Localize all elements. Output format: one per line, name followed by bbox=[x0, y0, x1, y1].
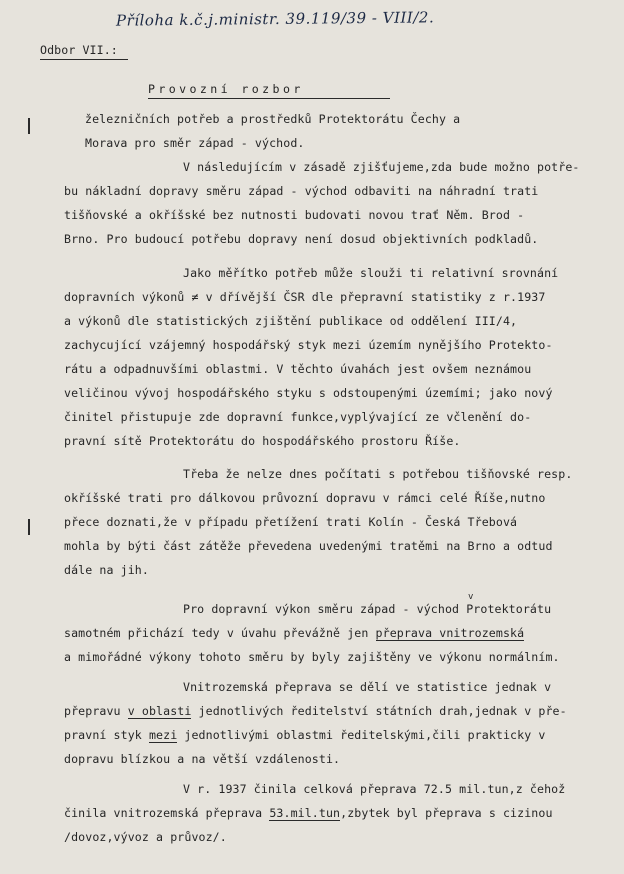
underlined-term: v oblasti bbox=[127, 704, 192, 718]
text-line: V následujícím v zásadě zjišťujeme,zda bude možno potře- bbox=[183, 160, 580, 174]
title-underline bbox=[148, 98, 390, 99]
underlined-term: 53.mil.tun bbox=[269, 806, 341, 820]
text-line: mohla by býti část zátěže převedena uvedenými tratěmi na Brno a odtud bbox=[64, 539, 553, 553]
text-line: přepravu v oblasti jednotlivých ředitelství státních drah,jednak v pře- bbox=[64, 704, 567, 718]
underlined-term: mezi bbox=[148, 728, 178, 742]
text-line: pravní sítě Protektorátu do hospodářského prostoru Říše. bbox=[64, 434, 461, 448]
text-line: dopravních výkonů ≠ v dřívější ČSR dle přepravní statistiky z r.1937 bbox=[64, 290, 546, 304]
document-title: Provozní rozbor bbox=[148, 82, 304, 96]
margin-mark-bottom bbox=[28, 519, 30, 535]
text-line: Morava pro směr západ - východ. bbox=[85, 136, 305, 150]
handwritten-caron-mark: v bbox=[468, 592, 474, 602]
underlined-term: přeprava vnitrozemská bbox=[375, 626, 525, 640]
text-line: železničních potřeb a prostředků Protektorátu Čechy a bbox=[85, 112, 461, 126]
text-line: dopravu blízkou a na větší vzdálenosti. bbox=[64, 752, 341, 766]
department-label: Odbor VII.: bbox=[40, 43, 118, 57]
text-line: rátu a odpadnuvšími oblastmi. V těchto úvahách jest ovšem neznámou bbox=[64, 362, 532, 376]
text-line: bu nákladní dopravy směru západ - východ odbaviti na náhradní trati bbox=[64, 184, 539, 198]
text-line: a mimořádné výkony tohoto směru by byly zajištěny ve výkonu normálním. bbox=[64, 650, 560, 664]
text-line: zachycující vzájemný hospodářský styk mezi územím nynějšího Protekto- bbox=[64, 338, 553, 352]
handwritten-reference-note: Příloha k.č.j.ministr. 39.119/39 - VIII/2. bbox=[115, 8, 435, 30]
text-line: dále na jih. bbox=[64, 563, 149, 577]
text-line: Pro dopravní výkon směru západ - východ Protektorátu bbox=[183, 602, 552, 616]
text-line: V r. 1937 činila celková přeprava 72.5 mil.tun,z čehož bbox=[183, 782, 566, 796]
text-line: Brno. Pro budoucí potřebu dopravy není dosud objektivních podkladů. bbox=[64, 232, 539, 246]
text-line: činila vnitrozemská přeprava 53.mil.tun,zbytek byl přeprava s cizinou bbox=[64, 806, 553, 820]
text-line: samotném přichází tedy v úvahu převážně jen přeprava vnitrozemská bbox=[64, 626, 525, 640]
text-line: pravní styk mezi jednotlivými oblastmi ředitelskými,čili prakticky v bbox=[64, 728, 546, 742]
text-line: /dovoz,vývoz a průvoz/. bbox=[64, 830, 227, 844]
margin-mark-top bbox=[28, 118, 30, 134]
text-line: činitel přistupuje zde dopravní funkce,vyplývající ze včlenění do- bbox=[64, 410, 532, 424]
text-line: přece doznati,že v případu přetížení trati Kolín - Česká Třebová bbox=[64, 515, 518, 529]
text-line: Vnitrozemská přeprava se dělí ve statistice jednak v bbox=[183, 680, 552, 694]
department-underline bbox=[40, 59, 128, 60]
text-line: Třeba že nelze dnes počítati s potřebou tišňovské resp. bbox=[183, 467, 573, 481]
text-line: Jako měřítko potřeb může slouži ti relativní srovnání bbox=[183, 266, 559, 280]
text-line: veličinou vývoj hospodářského styku s odstoupenými územími; jako nový bbox=[64, 386, 553, 400]
text-line: a výkonů dle statistických zjištění publikace od oddělení III/4, bbox=[64, 314, 518, 328]
text-line: okříšské trati pro dálkovou průvozní dopravu v rámci celé Říše,nutno bbox=[64, 491, 546, 505]
text-line: tišňovské a okříšské bez nutnosti budovati novou trať Něm. Brod - bbox=[64, 208, 525, 222]
